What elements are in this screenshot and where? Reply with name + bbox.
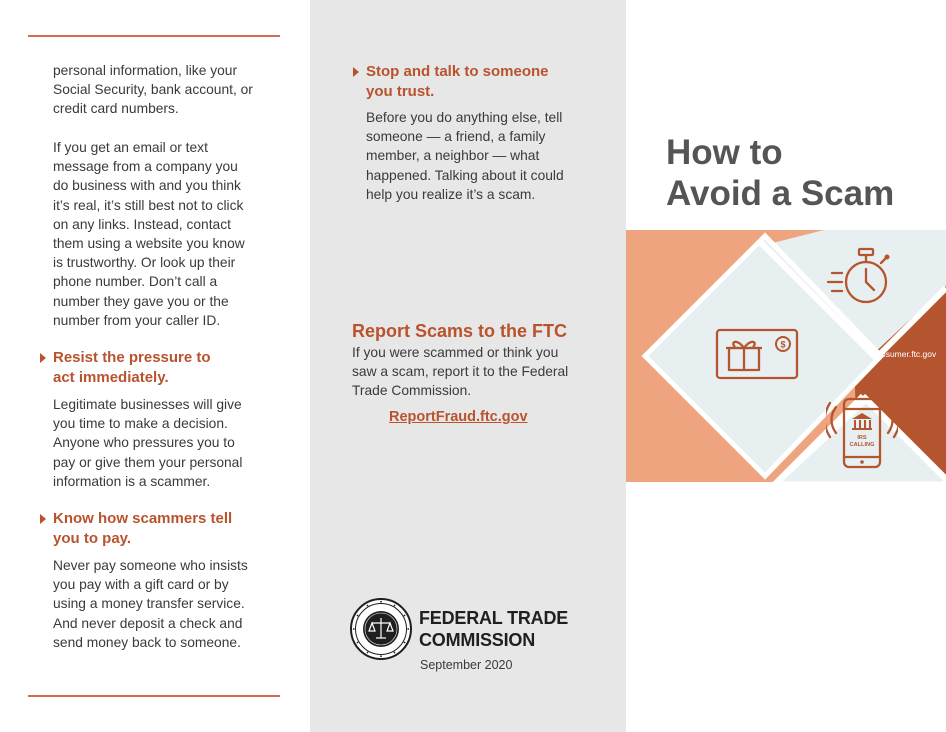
text-line: If you were scammed or think you <box>352 345 559 360</box>
section-heading-how-to-pay <box>53 509 232 549</box>
text-line: do business with and you think <box>53 178 241 194</box>
ftc-name <box>419 607 568 651</box>
caret-right-icon <box>353 67 359 77</box>
text-line: send money back to someone. <box>53 634 241 650</box>
how-to-pay-body <box>53 556 248 652</box>
text-line: someone — a friend, a family <box>366 129 546 145</box>
text-line: happened. Talking about it could <box>366 167 564 183</box>
text-line: Social Security, bank account, or <box>53 82 253 98</box>
cover-title-line: Avoid a Scam <box>666 174 895 213</box>
caret-right-icon <box>40 353 46 363</box>
cover-title-line: How to <box>666 133 783 172</box>
top-rule <box>28 35 280 37</box>
text-line: on any links. Instead, contact <box>53 216 231 232</box>
svg-text:IRS: IRS <box>857 435 867 441</box>
email-paragraph <box>53 138 245 330</box>
cover-artwork <box>626 230 946 482</box>
text-line: credit card numbers. <box>53 101 179 117</box>
text-line: Never pay someone who insists <box>53 558 248 573</box>
section-heading-resist-pressure <box>53 348 211 388</box>
caret-right-icon <box>40 514 46 524</box>
bottom-rule <box>28 695 280 697</box>
section-heading-talk-to-someone <box>366 62 549 102</box>
text-line: help you realize it’s a scam. <box>366 186 536 202</box>
text-line: phone number. Don’t call a <box>53 274 218 290</box>
text-line: Anyone who pressures you to <box>53 435 235 451</box>
text-line: information is a scammer. <box>53 473 211 489</box>
report-scams-body <box>352 343 568 401</box>
intro-paragraph <box>53 61 253 119</box>
heading-line: Resist the pressure to <box>53 349 211 366</box>
phone-calling-icon <box>826 395 898 471</box>
svg-text:CALLING: CALLING <box>849 442 875 448</box>
heading-line: Stop and talk to someone <box>366 63 549 80</box>
stopwatch-icon <box>826 245 896 307</box>
text-line: personal information, like your <box>53 63 238 78</box>
text-line: pay or give them your personal <box>53 454 243 470</box>
ftc-name-line: FEDERAL TRADE <box>419 608 569 628</box>
heading-line: act immediately. <box>53 369 169 386</box>
publication-date: September 2020 <box>420 658 513 672</box>
text-line: saw a scam, report it to the Federal <box>352 364 569 380</box>
middle-panel <box>310 0 626 732</box>
text-line: using a money transfer service. <box>53 596 245 612</box>
resist-pressure-body <box>53 395 242 491</box>
heading-line: Know how scammers tell <box>53 510 233 527</box>
text-line: Trade Commission. <box>352 383 472 399</box>
text-line: If you get an email or text <box>53 140 208 155</box>
text-line: member, a neighbor — what <box>366 148 540 164</box>
ftc-name-line: COMMISSION <box>419 630 536 650</box>
text-line: you pay with a gift card or by <box>53 577 229 593</box>
text-line: it’s real, it’s still best not to click <box>53 197 244 213</box>
text-line: is trustworthy. Or look up their <box>53 255 236 271</box>
consumer-url: consumer.ftc.gov <box>872 349 937 359</box>
text-line: number they gave you or the <box>53 293 229 309</box>
svg-text:$: $ <box>780 339 786 350</box>
text-line: number from your caller ID. <box>53 312 221 328</box>
text-line: message from a company you <box>53 159 238 175</box>
text-line: them using a website you know <box>53 236 245 252</box>
talk-to-someone-body <box>366 108 564 204</box>
text-line: you time to make a decision. <box>53 416 228 432</box>
ftc-seal-icon <box>350 598 412 660</box>
cover-title <box>666 132 894 214</box>
right-panel <box>626 0 946 732</box>
text-line: Before you do anything else, tell <box>366 110 563 125</box>
left-panel <box>0 0 310 732</box>
heading-line: you trust. <box>366 83 435 100</box>
gift-card-icon <box>715 328 799 380</box>
text-line: Legitimate businesses will give <box>53 397 242 412</box>
heading-line: you to pay. <box>53 530 132 547</box>
report-fraud-link[interactable]: ReportFraud.ftc.gov <box>389 409 528 425</box>
report-scams-title: Report Scams to the FTC <box>352 321 568 341</box>
text-line: And never deposit a check and <box>53 615 243 631</box>
